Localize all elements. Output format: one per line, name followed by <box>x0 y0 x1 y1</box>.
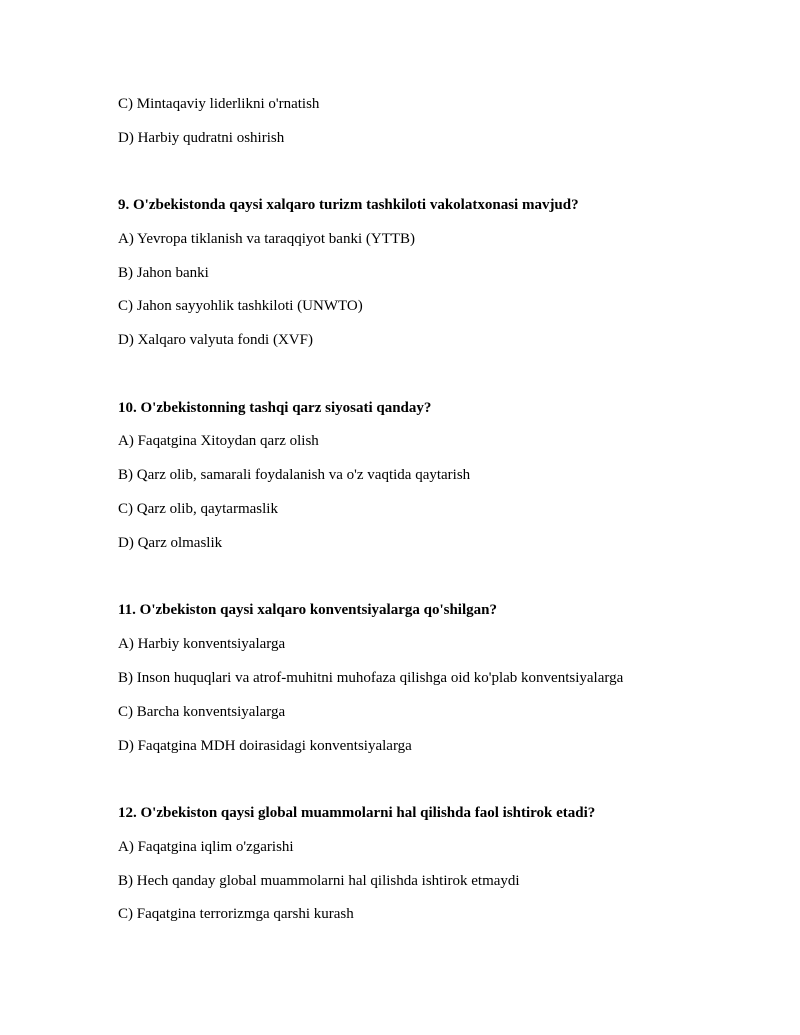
option-c: C) Mintaqaviy liderlikni o'rnatish <box>118 96 320 112</box>
option-a: A) Harbiy konventsiyalarga <box>118 636 286 652</box>
option-c: C) Qarz olib, qaytarmaslik <box>118 501 278 517</box>
option-a: A) Yevropa tiklanish va taraqqiyot banki (YTTB) <box>118 231 416 247</box>
option-d: D) Harbiy qudratni oshirish <box>118 130 285 146</box>
option-b: B) Inson huquqlari va atrof-muhitni muhofaza qilishga oid ko'plab konventsiyalarga <box>118 670 624 686</box>
option-a: A) Faqatgina Xitoydan qarz olish <box>118 433 319 449</box>
option-d: D) Xalqaro valyuta fondi (XVF) <box>118 332 313 348</box>
option-d: D) Qarz olmaslik <box>118 535 223 551</box>
question-10-title: 10. O'zbekistonning tashqi qarz siyosati qanday? <box>118 400 432 416</box>
option-b: B) Jahon banki <box>118 265 209 281</box>
option-d: D) Faqatgina MDH doirasidagi konventsiyalarga <box>118 738 412 754</box>
option-b: B) Qarz olib, samarali foydalanish va o'z vaqtida qaytarish <box>118 467 471 483</box>
question-9-title: 9. O'zbekistonda qaysi xalqaro turizm tashkiloti vakolatxonasi mavjud? <box>118 197 579 213</box>
question-12-title: 12. O'zbekiston qaysi global muammolarni hal qilishda faol ishtirok etadi? <box>118 805 596 821</box>
question-11-title: 11. O'zbekiston qaysi xalqaro konventsiyalarga qo'shilgan? <box>118 602 497 618</box>
option-c: C) Jahon sayyohlik tashkiloti (UNWTO) <box>118 298 363 314</box>
option-a: A) Faqatgina iqlim o'zgarishi <box>118 839 294 855</box>
option-c: C) Barcha konventsiyalarga <box>118 704 286 720</box>
option-b: B) Hech qanday global muammolarni hal qilishda ishtirok etmaydi <box>118 873 520 889</box>
option-c: C) Faqatgina terrorizmga qarshi kurash <box>118 906 354 922</box>
